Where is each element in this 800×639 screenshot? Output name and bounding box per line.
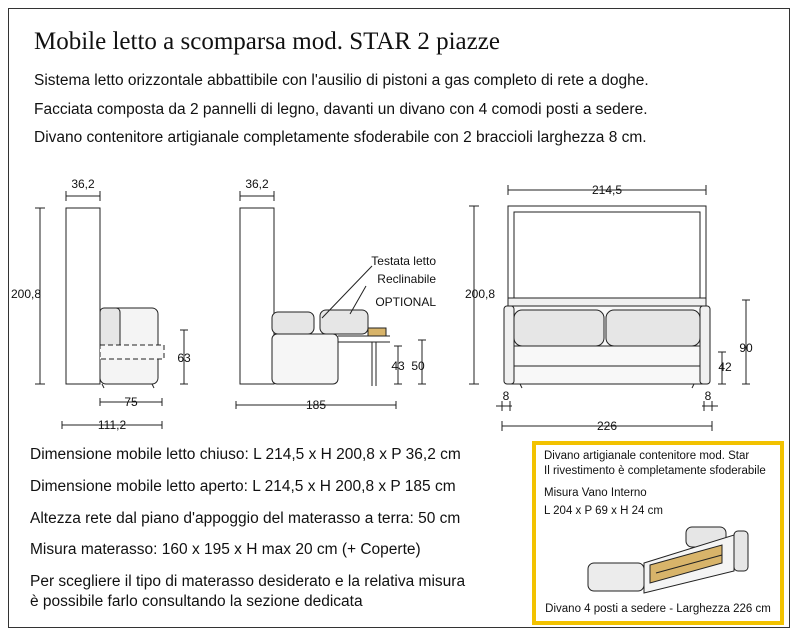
inset-line-1: Divano artigianale contenitore mod. Star [544, 450, 750, 462]
open-h1-label: 43 [391, 359, 405, 373]
front-seat-height-label: 42 [718, 360, 732, 374]
front-height-label: 200,8 [464, 287, 496, 301]
front-arm-right-label: 8 [704, 389, 712, 403]
front-width-label: 214,5 [591, 183, 623, 197]
spec-closed: Dimensione mobile letto chiuso: L 214,5 x H 200,8 x P 36,2 cm [30, 446, 461, 463]
headboard-label-2: Reclinabile [377, 272, 436, 286]
front-arm-left-label: 8 [502, 389, 510, 403]
inset-sofa-box [532, 441, 784, 625]
inset-footer: Divano 4 posti a sedere - Larghezza 226 cm [545, 603, 771, 615]
inset-line-2: Il rivestimento è completamente sfoderabile [544, 465, 766, 477]
spec-note-1: Per scegliere il tipo di materasso desiderato e la relativa misura [30, 573, 466, 590]
optional-label: OPTIONAL [375, 295, 436, 309]
description-line-2: Facciata composta da 2 pannelli di legno, davanti un divano con 4 comodi posti a sedere. [34, 101, 648, 118]
page-title: Mobile letto a scomparsa mod. STAR 2 piazze [34, 28, 500, 55]
closed-sofa-depth-label: 75 [124, 395, 138, 409]
inset-line-3: Misura Vano Interno [544, 487, 647, 499]
description-line-3: Divano contenitore artigianale completamente sfoderabile con 2 braccioli larghezza 8 cm. [34, 129, 647, 146]
closed-height-label: 200,8 [10, 287, 42, 301]
open-depth-185-label: 185 [305, 398, 327, 412]
spec-open: Dimensione mobile letto aperto: L 214,5 x H 200,8 x P 185 cm [30, 478, 456, 495]
inset-sofa-drawing [536, 501, 780, 601]
open-depth-label: 36,2 [245, 177, 269, 191]
inset-line-4: L 204 x P 69 x H 24 cm [544, 505, 663, 517]
description-line-1: Sistema letto orizzontale abbattibile con l'ausilio di pistoni a gas completo di rete a doghe. [34, 72, 649, 89]
headboard-label-1: Testata letto [371, 254, 436, 268]
front-sofa-height-label: 90 [739, 341, 753, 355]
spec-note-2: è possibile farlo consultando la sezione dedicata [30, 593, 363, 610]
open-h2-label: 50 [411, 359, 425, 373]
spec-mattress-size: Misura materasso: 160 x 195 x H max 20 cm (+ Coperte) [30, 541, 421, 558]
front-sofa-width-label: 226 [596, 419, 618, 433]
side-view-closed [35, 191, 188, 429]
spec-mattress-height: Altezza rete dal piano d'appoggio del materasso a terra: 50 cm [30, 510, 461, 527]
closed-total-depth-label: 111,2 [97, 418, 127, 432]
closed-depth-label: 36,2 [71, 177, 95, 191]
closed-sofa-height-label: 63 [177, 351, 191, 365]
